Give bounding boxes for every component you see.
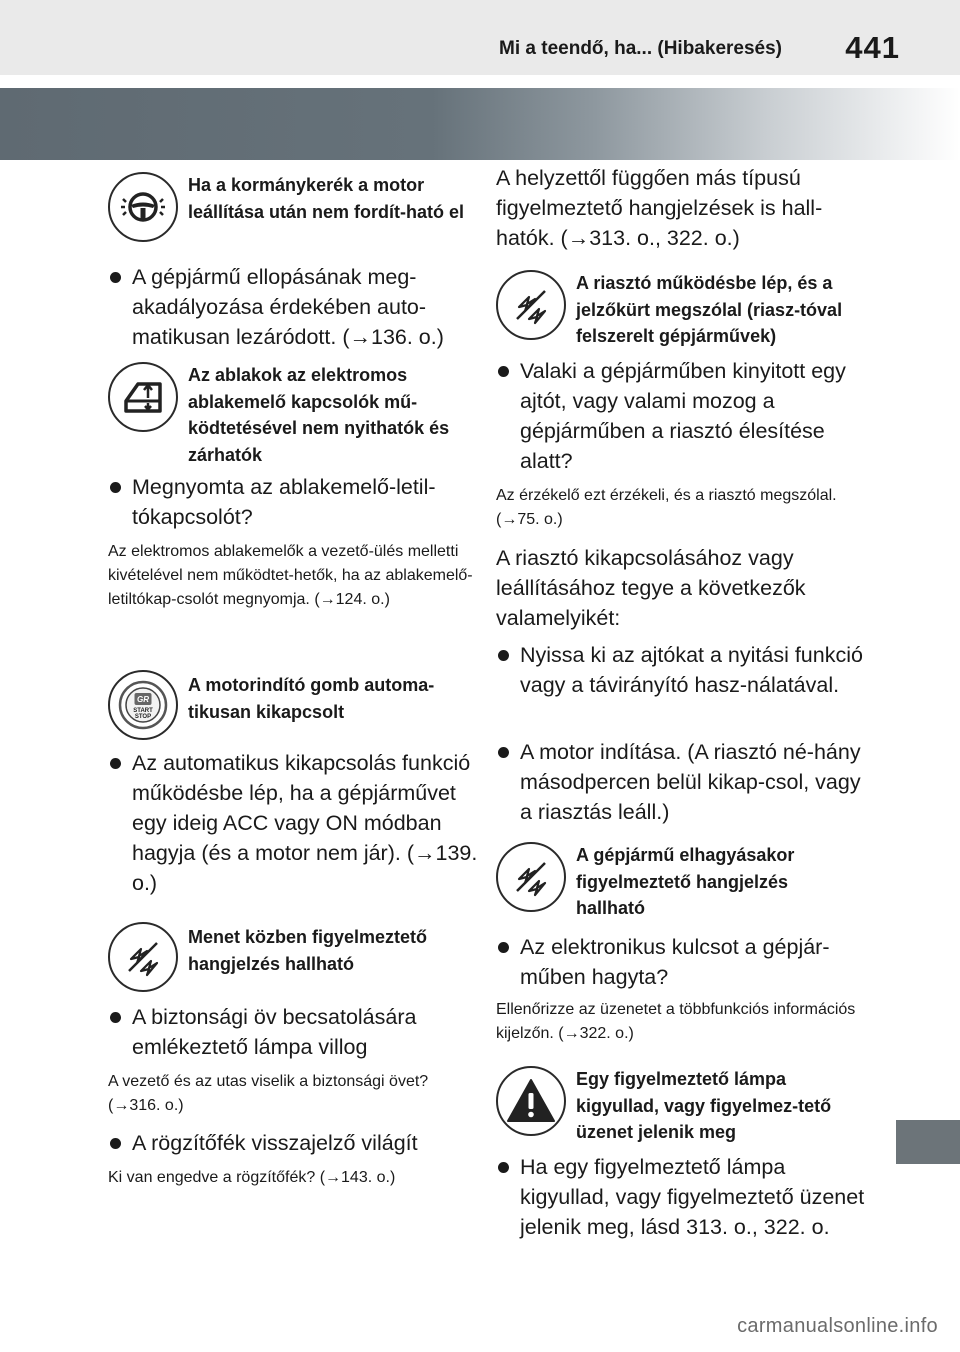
callout-warning-buzzer bbox=[108, 922, 470, 992]
warning-exclamation-icon bbox=[496, 1066, 566, 1136]
callout-start-stop bbox=[108, 670, 470, 740]
window-lock-icon bbox=[108, 362, 178, 432]
callout-window-lock bbox=[108, 362, 470, 468]
button-label-start: START bbox=[133, 708, 153, 714]
bullet-item: Az automatikus kikapcsolás funkció működésbe lép, ha a gépjárművet egy ideig ACC vagy ON módban hagyja (és a motor nem jár). (→139. o.) bbox=[108, 748, 478, 898]
bullet-item: A biztonsági öv becsatolására emlékeztető lámpa villog bbox=[108, 1002, 478, 1062]
bullet-item: A rögzítőfék visszajelző világít bbox=[108, 1128, 478, 1158]
bullet-item: Nyissa ki az ajtókat a nyitási funkció vagy a távirányító hasz-nálatával. bbox=[496, 640, 876, 700]
running-title: Mi a teendő, ha... (Hibakeresés) bbox=[499, 38, 782, 59]
instruction-paragraph: A riasztó kikapcsolásához vagy leállításához tegye a következők valamelyikét: bbox=[496, 546, 806, 630]
bullet-item: Valaki a gépjárműben kinyitott egy ajtót, vagy valami mozog a gépjárműben a riasztó élesítése alatt? bbox=[496, 356, 876, 476]
bullet-item: Ha egy figyelmeztető lámpa kigyullad, vagy figyelmeztető üzenet jelenik meg, lásd 313. o., 322. o. bbox=[496, 1152, 876, 1242]
callout-title: A gépjármű elhagyásakor figyelmeztető hangjelzés hallható bbox=[576, 845, 795, 918]
warning-buzzer-icon bbox=[108, 922, 178, 992]
gr-badge: GR bbox=[137, 695, 149, 704]
chapter-banner bbox=[0, 88, 960, 160]
bullet-item: Az elektronikus kulcsot a gépjár-műben hagyta? bbox=[496, 932, 876, 992]
note-text: Az elektromos ablakemelők a vezető-ülés melletti kivételével nem működtet-hetők, ha az ablakemelő-letiltókap-csolót megnyomja. (→124. o.) bbox=[108, 543, 473, 608]
start-stop-button-icon bbox=[108, 670, 178, 740]
callout-title: A motorindító gomb automa-tikusan kikapcsolt bbox=[188, 675, 435, 722]
callout-title: Ha a kormánykerék a motor leállítása után nem fordít-ható el bbox=[188, 175, 465, 222]
page-number: 441 bbox=[845, 30, 900, 65]
chapter-side-tab bbox=[896, 1120, 960, 1164]
watermark: carmanualsonline.info bbox=[737, 1315, 938, 1337]
note-text: Ki van engedve a rögzítőfék? (→143. o.) bbox=[108, 1169, 396, 1186]
button-label-stop: STOP bbox=[134, 714, 152, 720]
alarm-buzzer-icon bbox=[496, 270, 566, 340]
bullet-item: Megnyomta az ablakemelő-letil-tókapcsolót? bbox=[108, 472, 478, 532]
callout-warning-light bbox=[496, 1066, 858, 1146]
callout-title: Menet közben figyelmeztető hangjelzés hallható bbox=[188, 927, 428, 974]
note-text: Az érzékelő ezt érzékeli, és a riasztó megszólal. (→75. o.) bbox=[496, 487, 837, 528]
leaving-vehicle-buzzer-icon bbox=[496, 842, 566, 912]
steering-lock-icon bbox=[108, 172, 178, 242]
callout-title: Egy figyelmeztető lámpa kigyullad, vagy figyelmez-tető üzenet jelenik meg bbox=[576, 1069, 832, 1142]
callout-steering-lock bbox=[108, 172, 470, 242]
bullet-item: A motor indítása. (A riasztó né-hány másodpercen belül kikap-csol, vagy a riasztás leáll.) bbox=[496, 737, 876, 827]
bullet-item: A gépjármű ellopásának meg-akadályozása érdekében auto-matikusan lezáródott. (→136. o.) bbox=[108, 262, 478, 352]
callout-title: A riasztó működésbe lép, és a jelzőkürt megszólal (riasz-tóval felszerelt gépjárművek) bbox=[576, 273, 843, 346]
note-text: Ellenőrizze az üzenetet a többfunkciós információs kijelzőn. (→322. o.) bbox=[496, 1001, 856, 1042]
callout-title: Az ablakok az elektromos ablakemelő kapcsolók mű-ködtetésével nem nyithatók és zárhatók bbox=[188, 365, 450, 465]
callout-alarm bbox=[496, 270, 858, 350]
callout-leaving-vehicle bbox=[496, 842, 858, 922]
note-text: A vezető és az utas viselik a biztonsági övet? (→316. o.) bbox=[108, 1073, 429, 1114]
intro-paragraph: A helyzettől függően más típusú figyelmeztető hangjelzések is hall-hatók. (→313. o., 322. o.) bbox=[496, 166, 823, 250]
